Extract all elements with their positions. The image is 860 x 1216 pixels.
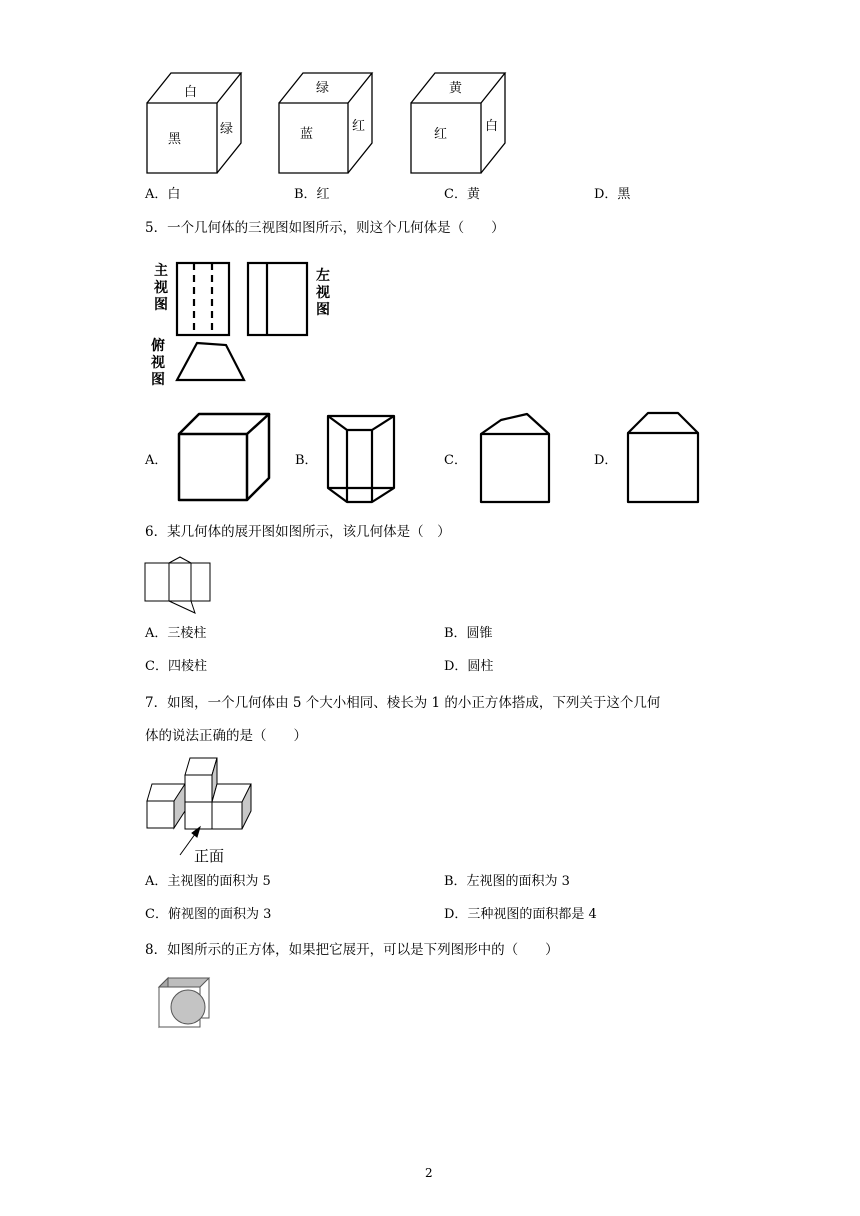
q5-three-views-figure xyxy=(170,258,320,388)
q4-cube2-top: 绿 xyxy=(316,81,330,96)
q6-option-d[interactable]: D．圆柱 xyxy=(444,659,494,674)
q7-front-direction-label: 正面 xyxy=(194,847,225,865)
q4-cube-figures xyxy=(140,70,520,180)
q5-option-c-figure[interactable] xyxy=(475,410,560,505)
q5-option-a-figure[interactable] xyxy=(175,410,275,505)
q5-front-view-label: 主 视 图 xyxy=(154,263,168,313)
q7-question-line2: 体的说法正确的是（ ） xyxy=(145,728,307,744)
q5-left-view-label: 左 视 图 xyxy=(316,268,330,318)
q6-option-b[interactable]: B．圆锥 xyxy=(444,626,493,641)
q4-cube3-front: 红 xyxy=(434,127,448,142)
q4-option-a[interactable]: A．白 xyxy=(145,187,181,202)
q4-option-b[interactable]: B．红 xyxy=(294,187,330,202)
q4-option-c[interactable]: C．黄 xyxy=(444,187,480,202)
q6-option-c[interactable]: C．四棱柱 xyxy=(145,659,207,674)
q5-option-c[interactable]: C． xyxy=(444,453,467,468)
q7-option-b[interactable]: B．左视图的面积为 3 xyxy=(444,874,570,889)
q4-option-d[interactable]: D．黑 xyxy=(594,187,631,202)
q4-cube1-side: 绿 xyxy=(220,122,234,137)
q7-option-a[interactable]: A．主视图的面积为 5 xyxy=(145,874,271,889)
q5-option-d-figure[interactable] xyxy=(622,407,707,505)
q6-question-text: 6．某几何体的展开图如图所示，该几何体是（ ） xyxy=(145,524,451,540)
q5-option-d[interactable]: D． xyxy=(594,453,618,468)
q7-option-c[interactable]: C．俯视图的面积为 3 xyxy=(145,907,272,922)
q8-cube-figure xyxy=(155,975,215,1030)
q5-top-view-label: 俯 视 图 xyxy=(151,338,165,388)
q7-option-d[interactable]: D．三种视图的面积都是 4 xyxy=(444,907,597,922)
q5-option-b-figure[interactable] xyxy=(322,410,402,505)
q4-cube2-side: 红 xyxy=(352,119,366,134)
q4-cube2-front: 蓝 xyxy=(300,127,314,142)
q4-cube3-top: 黄 xyxy=(449,81,463,96)
q8-question-text: 8．如图所示的正方体，如果把它展开，可以是下列图形中的（ ） xyxy=(145,942,559,958)
q7-question-line1: 7．如图，一个几何体由 5 个大小相同、棱长为 1 的小正方体搭成，下列关于这个几何 xyxy=(145,695,661,711)
q6-net-figure xyxy=(140,555,220,620)
q5-question-text: 5．一个几何体的三视图如图所示，则这个几何体是（ ） xyxy=(145,220,505,236)
page-number: 2 xyxy=(425,1166,433,1180)
q4-cube3-side: 白 xyxy=(485,119,499,134)
q4-cube1-front: 黑 xyxy=(168,132,182,147)
q5-option-b[interactable]: B． xyxy=(295,453,318,468)
q5-option-a[interactable]: A． xyxy=(145,453,168,468)
q4-cube1-top: 白 xyxy=(184,85,198,100)
q6-option-a[interactable]: A．三棱柱 xyxy=(145,626,207,641)
